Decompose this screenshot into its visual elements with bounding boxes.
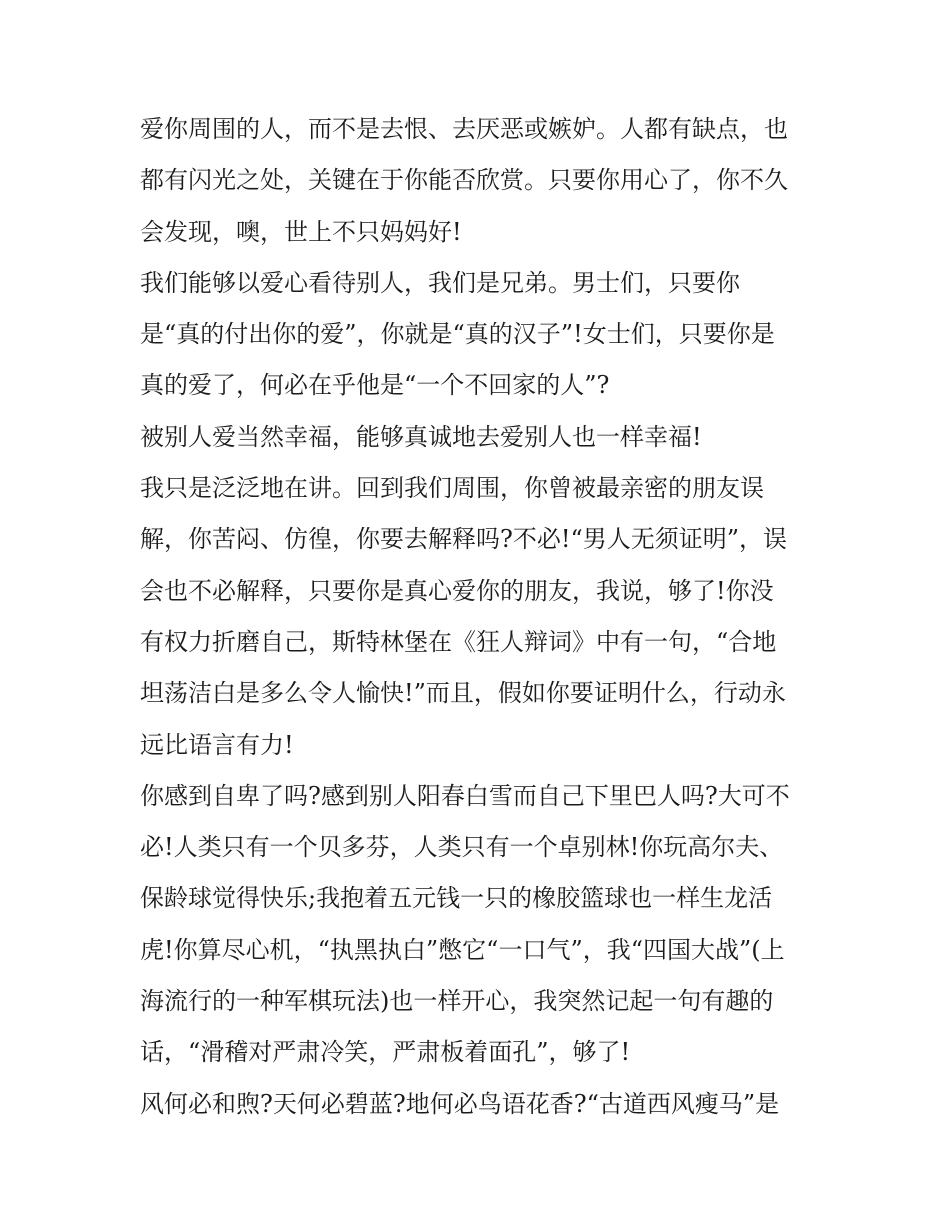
text-line: 会也不必解释，只要你是真心爱你的朋友，我说，够了!你没 [140, 576, 774, 605]
text-line: 虎!你算尽心机，“执黑执白”憋它“一口气”，我“四国大战”(上 [140, 935, 785, 964]
text-line: 我只是泛泛地在讲。回到我们周围，你曾被最亲密的朋友误 [140, 474, 764, 503]
text-line: 你感到自卑了吗?感到别人阳春白雪而自己下里巴人吗?大可不 [140, 781, 790, 810]
text-line: 坦荡洁白是多么令人愉快!”而且，假如你要证明什么，行动永 [140, 679, 786, 708]
text-line: 保龄球觉得快乐;我抱着五元钱一只的橡胶篮球也一样生龙活 [140, 884, 773, 913]
text-line: 必!人类只有一个贝多芬，人类只有一个卓别林!你玩高尔夫、 [140, 833, 784, 862]
text-line: 爱你周围的人，而不是去恨、去厌恶或嫉妒。人都有缺点，也 [140, 115, 788, 143]
body-text [140, 104, 820, 1130]
text-line: 有权力折磨自己，斯特林堡在《狂人辩词》中有一句，“合地 [140, 627, 777, 656]
text-line: 会发现，噢，世上不只妈妈好! [140, 217, 462, 246]
text-line: 风何必和煦?天何必碧蓝?地何必鸟语花香?“古道西风瘦马”是 [140, 1089, 780, 1118]
text-line: 远比语言有力! [140, 730, 294, 759]
text-line: 真的爱了，何必在乎他是“一个不回家的人”? [140, 371, 610, 400]
text-line: 被别人爱当然幸福，能够真诚地去爱别人也一样幸福! [140, 422, 702, 451]
text-line: 都有闪光之处，关键在于你能否欣赏。只要你用心了，你不久 [140, 166, 788, 195]
text-line: 是“真的付出你的爱”，你就是“真的汉子”!女士们，只要你是 [140, 320, 775, 349]
text-line: 我们能够以爱心看待别人，我们是兄弟。男士们，只要你 [140, 268, 740, 297]
text-line: 海流行的一种军棋玩法)也一样开心，我突然记起一句有趣的 [140, 987, 774, 1016]
text-line: 话，“滑稽对严肃冷笑，严肃板着面孔”，够了! [140, 1038, 631, 1067]
text-line: 解，你苦闷、仿徨，你要去解释吗?不必!“男人无须证明”，误 [140, 525, 788, 554]
